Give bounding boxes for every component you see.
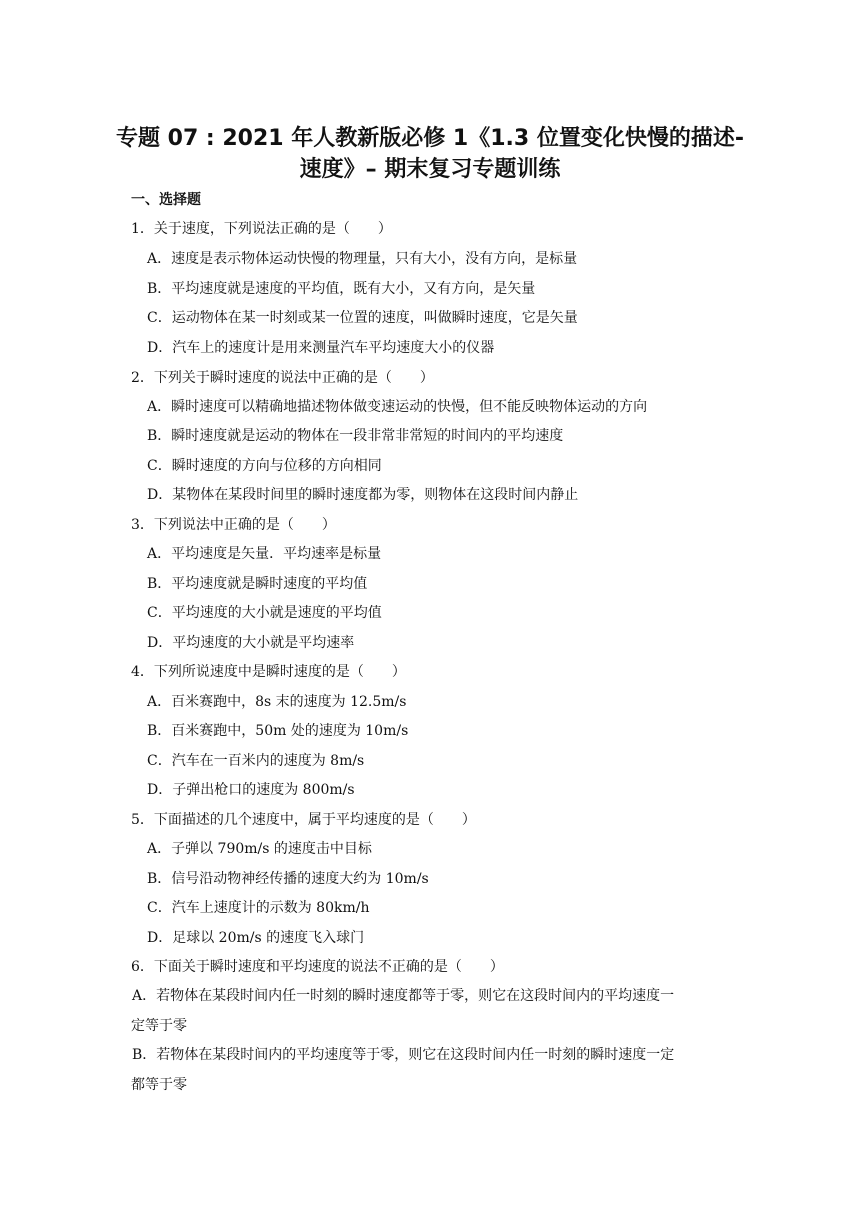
question-5-option-a: A．子弹以 790m/s 的速度击中目标 (147, 841, 372, 857)
question-5-option-c: C．汽车上速度计的示数为 80km/h (147, 900, 370, 916)
question-4-option-a: A．百米赛跑中，8s 末的速度为 12.5m/s (147, 694, 407, 710)
question-2-option-a: A．瞬时速度可以精确地描述物体做变速运动的快慢，但不能反映物体运动的方向 (147, 399, 648, 415)
page-title-line-1: 专题 07 : 2021 年人教新版必修 1《1.3 位置变化快慢的描述- (115, 126, 744, 151)
question-5-option-d: D．足球以 20m/s 的速度飞入球门 (147, 930, 365, 946)
question-3-stem: 3．下列说法中正确的是（ ） (131, 517, 336, 533)
question-4-option-d: D．子弹出枪口的速度为 800m/s (147, 782, 355, 798)
question-1-option-d: D．汽车上的速度计是用来测量汽车平均速度大小的仪器 (147, 340, 495, 356)
question-6-option-b-continued: 都等于零 (131, 1077, 187, 1093)
question-2-option-b: B．瞬时速度就是运动的物体在一段非常非常短的时间内的平均速度 (147, 428, 564, 444)
question-3-option-a: A．平均速度是矢量．平均速率是标量 (147, 546, 382, 562)
question-5-option-b: B．信号沿动物神经传播的速度大约为 10m/s (147, 871, 429, 887)
question-4-stem: 4．下列所说速度中是瞬时速度的是（ ） (131, 664, 406, 680)
question-1-option-b: B．平均速度就是速度的平均值，既有大小，又有方向，是矢量 (147, 281, 536, 297)
question-5-stem: 5．下面描述的几个速度中，属于平均速度的是（ ） (131, 812, 476, 828)
question-1-option-c: C．运动物体在某一时刻或某一位置的速度，叫做瞬时速度，它是矢量 (147, 310, 578, 326)
question-4-option-b: B．百米赛跑中，50m 处的速度为 10m/s (147, 723, 409, 739)
question-4-option-c: C．汽车在一百米内的速度为 8m/s (147, 753, 365, 769)
question-1-stem: 1．关于速度，下列说法正确的是（ ） (131, 221, 392, 237)
question-6-option-b: B．若物体在某段时间内的平均速度等于零，则它在这段时间内任一时刻的瞬时速度一定 (132, 1047, 675, 1063)
section-heading: 一、选择题 (131, 192, 201, 208)
question-6-option-a: A．若物体在某段时间内任一时刻的瞬时速度都等于零，则它在这段时间内的平均速度一 (132, 988, 675, 1004)
question-3-option-b: B．平均速度就是瞬时速度的平均值 (147, 576, 368, 592)
question-2-stem: 2．下列关于瞬时速度的说法中正确的是（ ） (131, 370, 434, 386)
question-1-option-a: A．速度是表示物体运动快慢的物理量，只有大小，没有方向，是标量 (147, 251, 578, 267)
question-6-stem: 6．下面关于瞬时速度和平均速度的说法不正确的是（ ） (131, 959, 504, 975)
question-2-option-d: D．某物体在某段时间里的瞬时速度都为零，则物体在这段时间内静止 (147, 487, 579, 503)
question-3-option-d: D．平均速度的大小就是平均速率 (147, 635, 355, 651)
page-title-line-2: 速度》– 期末复习专题训练 (299, 157, 561, 182)
question-2-option-c: C．瞬时速度的方向与位移的方向相同 (147, 458, 382, 474)
question-3-option-c: C．平均速度的大小就是速度的平均值 (147, 605, 382, 621)
question-6-option-a-continued: 定等于零 (131, 1018, 187, 1034)
